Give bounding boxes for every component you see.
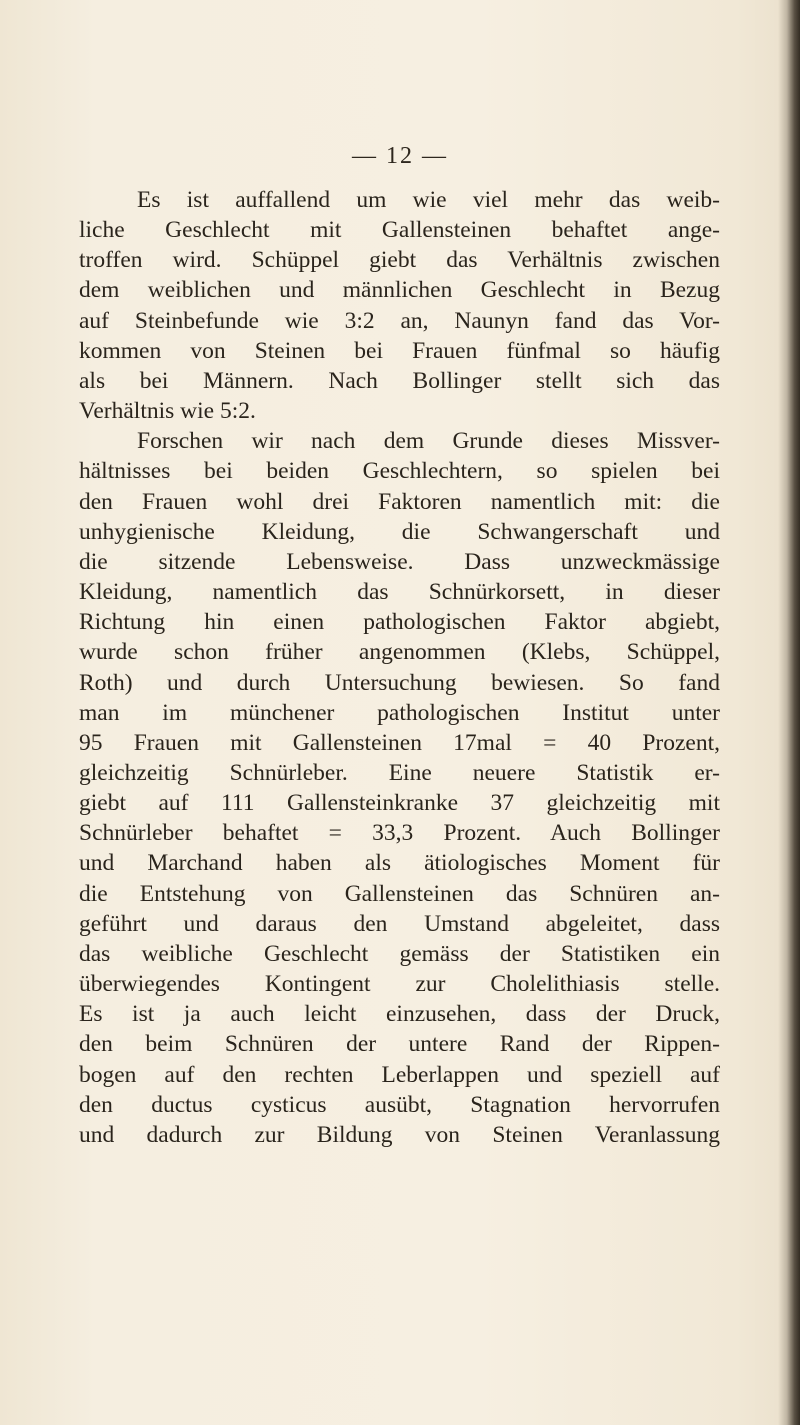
text-line: die Entstehung von Gallensteinen das Schnüren an- — [79, 880, 720, 907]
text-line: die sitzende Lebensweise. Dass unzweckmässige — [79, 548, 720, 575]
text-line: Forschen wir nach dem Grunde dieses Missver- — [137, 428, 720, 455]
text-line: 95 Frauen mit Gallensteinen 17mal = 40 Prozent, — [79, 729, 720, 756]
text-line: wurde schon früher angenommen (Klebs, Schüppel, — [79, 639, 720, 666]
text-line: Richtung hin einen pathologischen Faktor abgiebt, — [79, 609, 720, 636]
text-line: dem weiblichen und männlichen Geschlecht in Bezug — [79, 277, 720, 304]
text-line: den beim Schnüren der untere Rand der Rippen- — [79, 1031, 720, 1058]
body-text — [79, 185, 720, 1150]
text-line: gleichzeitig Schnürleber. Eine neuere Statistik er- — [79, 759, 720, 786]
text-line: bogen auf den rechten Leberlappen und speziell auf — [79, 1061, 720, 1088]
text-line: Es ist ja auch leicht einzusehen, dass der Druck, — [79, 1001, 720, 1028]
text-line: Verhältnis wie 5:2. — [79, 398, 256, 425]
paragraph-1 — [79, 185, 720, 426]
text-line: und dadurch zur Bildung von Steinen Veranlassung — [79, 1121, 720, 1148]
text-line: Kleidung, namentlich das Schnürkorsett, in dieser — [79, 579, 720, 606]
text-line: geführt und daraus den Umstand abgeleitet, dass — [79, 910, 720, 937]
page-edge-shadow — [778, 0, 800, 1425]
text-line: kommen von Steinen bei Frauen fünfmal so häufig — [79, 337, 720, 364]
paragraph-2 — [79, 426, 720, 1150]
text-line: das weibliche Geschlecht gemäss der Statistiken ein — [79, 940, 720, 967]
text-line: Schnürleber behaftet = 33,3 Prozent. Auch Bollinger — [79, 820, 720, 847]
text-line: unhygienische Kleidung, die Schwangerschaft und — [79, 518, 720, 545]
text-line: den Frauen wohl drei Faktoren namentlich mit: die — [79, 488, 720, 515]
text-line: auf Steinbefunde wie 3:2 an, Naunyn fand das Vor- — [79, 307, 720, 334]
text-line: giebt auf 111 Gallensteinkranke 37 gleichzeitig mit — [79, 790, 720, 817]
text-line: als bei Männern. Nach Bollinger stellt sich das — [79, 367, 720, 394]
page-number: — 12 — — [352, 143, 448, 169]
text-line: troffen wird. Schüppel giebt das Verhältnis zwischen — [79, 247, 720, 274]
text-line: Es ist auffallend um wie viel mehr das weib- — [137, 187, 720, 213]
text-line: liche Geschlecht mit Gallensteinen behaftet ange- — [79, 217, 720, 244]
text-line: überwiegendes Kontingent zur Cholelithiasis stelle. — [79, 971, 720, 998]
text-line: und Marchand haben als ätiologisches Moment für — [79, 850, 720, 877]
text-line: hältnisses bei beiden Geschlechtern, so spielen bei — [79, 458, 720, 485]
text-line: Roth) und durch Untersuchung bewiesen. So fand — [79, 669, 720, 696]
text-line: den ductus cysticus ausübt, Stagnation hervorrufen — [79, 1091, 720, 1118]
text-line: man im münchener pathologischen Institut unter — [79, 699, 720, 726]
